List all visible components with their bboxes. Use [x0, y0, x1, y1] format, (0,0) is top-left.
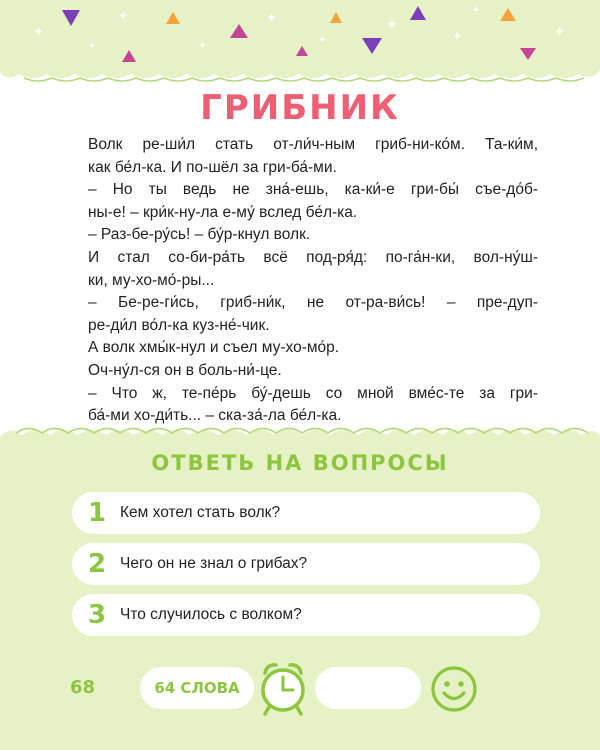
story-line: ки, му-хо-мо́-ры... — [88, 271, 215, 289]
question-text: Кем хотел стать волк? — [120, 504, 281, 521]
sparkle-icon: ✦ — [88, 41, 97, 52]
top-scallop-edge — [0, 60, 600, 82]
sparkle-icon: ✦ — [266, 11, 277, 26]
story-line: – Бе-ре-ги́сь, гриб-ни́к, не от-ра-ви́сь! – пре-дуп- — [88, 294, 538, 312]
reading-time-field[interactable] — [315, 667, 421, 709]
question-number: 1 — [88, 498, 107, 528]
decor-triangle-purple — [362, 38, 382, 54]
story-line: ба́-ми хо-ди́ть... – ска-за́-ла бе́л-ка. — [88, 407, 342, 425]
decor-triangle-magenta — [230, 24, 248, 38]
story-line: А волк хмы́к-нул и съел му-хо-мо́р. — [88, 339, 340, 357]
story-line: – Что ж, те-пе́рь бу́-дешь со мной вме́с-те за гри- — [88, 384, 538, 402]
sparkle-icon: ✦ — [118, 9, 129, 23]
questions-title: ОТВЕТЬ НА ВОПРОСЫ — [151, 451, 449, 475]
story-line: Волк ре-ши́л стать от-ли́ч-ным гриб-ни-ко́м. Та-ки́м, — [88, 136, 538, 153]
question-text: Что случилось с волком? — [120, 606, 302, 623]
story-line: – Раз-бе-ру́сь! – бу́р-кнул волк. — [88, 226, 311, 244]
sparkle-icon: ✦ — [472, 5, 481, 16]
decor-triangle-magenta — [296, 46, 308, 56]
story-line: И стал со-би-ра́ть всё под-ря́д: по-га́н-ки, вол-ну́ш- — [88, 248, 538, 266]
word-count-badge: 64 СЛОВА — [140, 667, 254, 709]
decor-triangle-purple — [62, 10, 80, 26]
sparkle-icon: ✦ — [452, 29, 463, 43]
question-card-1 — [72, 492, 540, 534]
decor-triangle-purple — [410, 6, 426, 20]
story-title: ГРИБНИК — [200, 88, 400, 128]
question-card-2 — [72, 543, 540, 585]
decor-triangle-magenta — [122, 50, 136, 62]
story-line: ны-е! – кри́к-ну-ла е-му́ вслед бе́л-ка. — [88, 203, 358, 221]
sparkle-icon: ✦ — [554, 25, 565, 40]
question-text: Чего он не знал о грибах? — [120, 555, 308, 572]
question-number: 2 — [88, 549, 107, 579]
story-text — [88, 134, 538, 428]
sparkle-icon: ✦ — [318, 35, 327, 46]
decor-triangle-orange — [330, 12, 342, 23]
story-line: как бе́л-ка. И по-шёл за гри-ба́-ми. — [88, 158, 337, 176]
sparkle-icon: ✦ — [386, 17, 398, 33]
page-number: 68 — [70, 677, 96, 698]
decor-triangle-magenta — [520, 48, 536, 60]
story-line: – Но ты ведь не зна́-ешь, ка-ки́-е гри-бы́ съе-до́б- — [88, 181, 538, 199]
story-line: Оч-ну́л-ся он в боль-ни́-це. — [88, 361, 282, 379]
decor-triangle-orange — [166, 12, 180, 24]
sparkle-icon: ✦ — [33, 25, 44, 40]
question-number: 3 — [88, 600, 107, 630]
story-line: ре-ди́л во́л-ка куз-не́-чик. — [88, 316, 270, 334]
smiley-face-icon — [430, 665, 478, 713]
sparkle-icon: ✦ — [198, 39, 208, 52]
question-card-3 — [72, 594, 540, 636]
alarm-clock-icon — [257, 660, 309, 718]
decor-triangle-orange — [500, 8, 516, 21]
